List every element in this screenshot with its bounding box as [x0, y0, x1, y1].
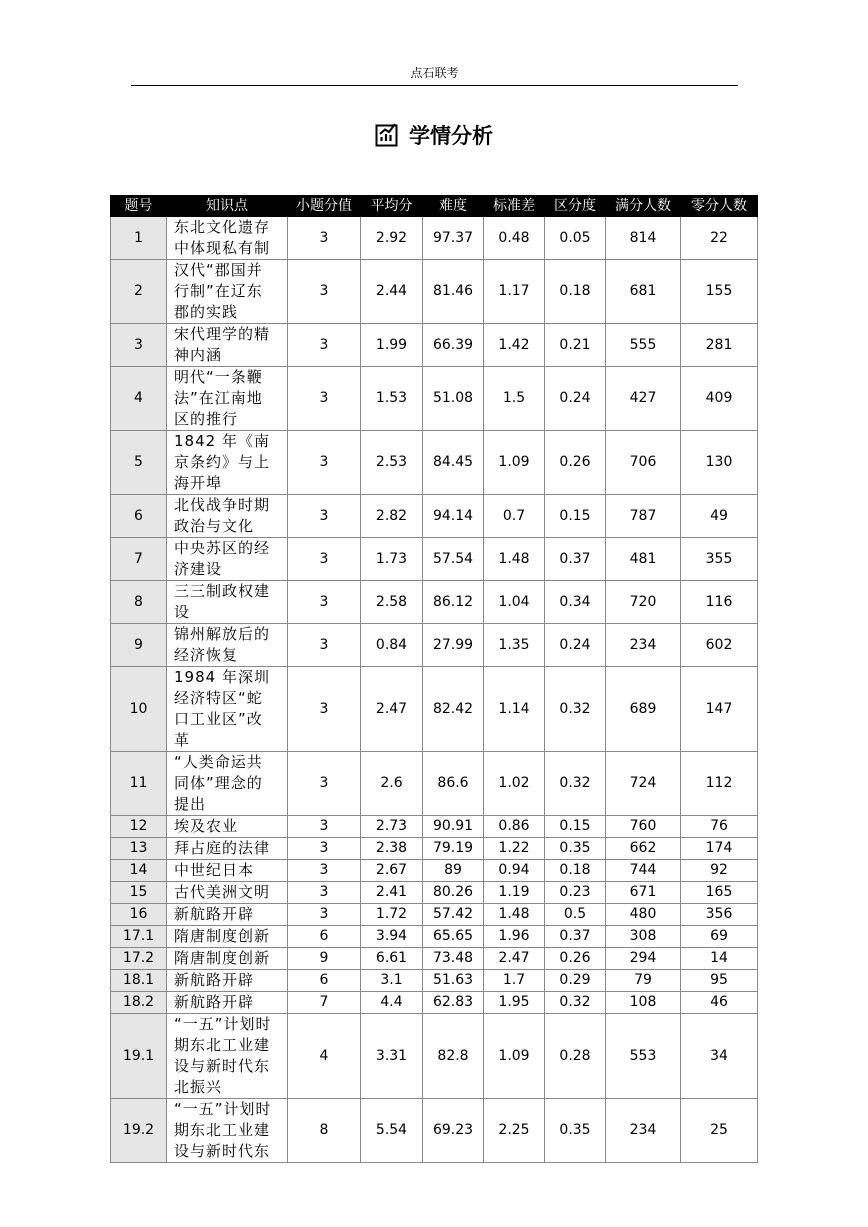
- cell-full-score-count: 681: [606, 260, 681, 324]
- cell-knowledge-point: “一五”计划时期东北工业建设与新时代东: [167, 1099, 288, 1163]
- cell-std-dev: 0.7: [484, 495, 545, 538]
- cell-average-score: 1.99: [361, 324, 423, 367]
- cell-full-score-count: 427: [606, 367, 681, 431]
- cell-knowledge-point: 新航路开辟: [167, 970, 288, 992]
- cell-item-score: 3: [288, 752, 361, 816]
- cell-question-no: 12: [111, 816, 167, 838]
- cell-difficulty: 57.54: [423, 538, 484, 581]
- cell-discrimination: 0.18: [545, 260, 606, 324]
- table-row: [111, 495, 758, 538]
- cell-knowledge-point: 新航路开辟: [167, 992, 288, 1014]
- cell-question-no: 11: [111, 752, 167, 816]
- cell-std-dev: 2.47: [484, 948, 545, 970]
- column-header-std-dev: 标准差: [484, 196, 545, 217]
- cell-average-score: 2.44: [361, 260, 423, 324]
- cell-item-score: 8: [288, 1099, 361, 1163]
- table-row: [111, 904, 758, 926]
- cell-question-no: 2: [111, 260, 167, 324]
- cell-average-score: 2.82: [361, 495, 423, 538]
- cell-difficulty: 57.42: [423, 904, 484, 926]
- column-header-discrimination: 区分度: [545, 196, 606, 217]
- cell-std-dev: 1.95: [484, 992, 545, 1014]
- cell-std-dev: 1.09: [484, 431, 545, 495]
- cell-item-score: 6: [288, 970, 361, 992]
- cell-full-score-count: 108: [606, 992, 681, 1014]
- cell-full-score-count: 706: [606, 431, 681, 495]
- cell-zero-score-count: 116: [681, 581, 758, 624]
- cell-discrimination: 0.24: [545, 624, 606, 667]
- cell-average-score: 3.1: [361, 970, 423, 992]
- cell-question-no: 1: [111, 217, 167, 260]
- cell-full-score-count: 760: [606, 816, 681, 838]
- cell-std-dev: 1.48: [484, 904, 545, 926]
- cell-difficulty: 51.63: [423, 970, 484, 992]
- table-body: [111, 217, 758, 1163]
- cell-full-score-count: 555: [606, 324, 681, 367]
- cell-full-score-count: 481: [606, 538, 681, 581]
- cell-full-score-count: 814: [606, 217, 681, 260]
- table-row: [111, 538, 758, 581]
- cell-std-dev: 1.02: [484, 752, 545, 816]
- cell-full-score-count: 744: [606, 860, 681, 882]
- cell-difficulty: 90.91: [423, 816, 484, 838]
- cell-discrimination: 0.05: [545, 217, 606, 260]
- cell-question-no: 13: [111, 838, 167, 860]
- cell-average-score: 2.41: [361, 882, 423, 904]
- column-header-average-score: 平均分: [361, 196, 423, 217]
- cell-difficulty: 62.83: [423, 992, 484, 1014]
- cell-zero-score-count: 356: [681, 904, 758, 926]
- table-row: [111, 260, 758, 324]
- cell-full-score-count: 294: [606, 948, 681, 970]
- table-row: [111, 752, 758, 816]
- cell-std-dev: 1.7: [484, 970, 545, 992]
- cell-question-no: 6: [111, 495, 167, 538]
- table-row: [111, 217, 758, 260]
- cell-item-score: 9: [288, 948, 361, 970]
- cell-zero-score-count: 69: [681, 926, 758, 948]
- cell-discrimination: 0.34: [545, 581, 606, 624]
- cell-discrimination: 0.23: [545, 882, 606, 904]
- table-row: [111, 882, 758, 904]
- table-row: [111, 948, 758, 970]
- table-header-row: [111, 196, 758, 217]
- cell-zero-score-count: 130: [681, 431, 758, 495]
- cell-std-dev: 0.86: [484, 816, 545, 838]
- cell-knowledge-point: 宋代理学的精神内涵: [167, 324, 288, 367]
- cell-discrimination: 0.35: [545, 838, 606, 860]
- table-row: [111, 431, 758, 495]
- cell-discrimination: 0.26: [545, 431, 606, 495]
- cell-knowledge-point: 北伐战争时期政治与文化: [167, 495, 288, 538]
- cell-average-score: 4.4: [361, 992, 423, 1014]
- cell-difficulty: 89: [423, 860, 484, 882]
- cell-question-no: 4: [111, 367, 167, 431]
- cell-question-no: 5: [111, 431, 167, 495]
- cell-discrimination: 0.32: [545, 992, 606, 1014]
- cell-full-score-count: 234: [606, 1099, 681, 1163]
- cell-question-no: 19.2: [111, 1099, 167, 1163]
- cell-full-score-count: 308: [606, 926, 681, 948]
- cell-std-dev: 1.04: [484, 581, 545, 624]
- cell-std-dev: 1.5: [484, 367, 545, 431]
- cell-knowledge-point: 埃及农业: [167, 816, 288, 838]
- cell-average-score: 3.94: [361, 926, 423, 948]
- cell-average-score: 0.84: [361, 624, 423, 667]
- table-row: [111, 624, 758, 667]
- cell-std-dev: 1.35: [484, 624, 545, 667]
- cell-discrimination: 0.37: [545, 926, 606, 948]
- cell-difficulty: 81.46: [423, 260, 484, 324]
- cell-item-score: 3: [288, 431, 361, 495]
- table-row: [111, 970, 758, 992]
- cell-difficulty: 86.12: [423, 581, 484, 624]
- cell-question-no: 3: [111, 324, 167, 367]
- column-header-question-no: 题号: [111, 196, 167, 217]
- cell-knowledge-point: 新航路开辟: [167, 904, 288, 926]
- cell-discrimination: 0.21: [545, 324, 606, 367]
- cell-discrimination: 0.5: [545, 904, 606, 926]
- cell-item-score: 4: [288, 1014, 361, 1099]
- cell-discrimination: 0.32: [545, 752, 606, 816]
- cell-full-score-count: 724: [606, 752, 681, 816]
- cell-average-score: 2.73: [361, 816, 423, 838]
- cell-item-score: 3: [288, 860, 361, 882]
- cell-item-score: 3: [288, 495, 361, 538]
- cell-question-no: 7: [111, 538, 167, 581]
- cell-average-score: 1.73: [361, 538, 423, 581]
- cell-std-dev: 1.14: [484, 667, 545, 752]
- cell-average-score: 2.58: [361, 581, 423, 624]
- cell-zero-score-count: 95: [681, 970, 758, 992]
- cell-question-no: 18.2: [111, 992, 167, 1014]
- column-header-item-score: 小题分值: [288, 196, 361, 217]
- table-row: [111, 816, 758, 838]
- table-row: [111, 367, 758, 431]
- cell-discrimination: 0.32: [545, 667, 606, 752]
- cell-knowledge-point: 隋唐制度创新: [167, 926, 288, 948]
- cell-difficulty: 82.42: [423, 667, 484, 752]
- cell-zero-score-count: 76: [681, 816, 758, 838]
- cell-full-score-count: 671: [606, 882, 681, 904]
- cell-zero-score-count: 602: [681, 624, 758, 667]
- table-row: [111, 926, 758, 948]
- cell-average-score: 5.54: [361, 1099, 423, 1163]
- title-text: 学情分析: [409, 124, 493, 148]
- cell-knowledge-point: 古代美洲文明: [167, 882, 288, 904]
- cell-question-no: 9: [111, 624, 167, 667]
- cell-knowledge-point: 锦州解放后的经济恢复: [167, 624, 288, 667]
- cell-std-dev: 1.09: [484, 1014, 545, 1099]
- cell-difficulty: 82.8: [423, 1014, 484, 1099]
- cell-question-no: 17.1: [111, 926, 167, 948]
- cell-question-no: 16: [111, 904, 167, 926]
- cell-knowledge-point: 中世纪日本: [167, 860, 288, 882]
- cell-discrimination: 0.15: [545, 816, 606, 838]
- cell-std-dev: 0.48: [484, 217, 545, 260]
- cell-std-dev: 1.19: [484, 882, 545, 904]
- cell-discrimination: 0.18: [545, 860, 606, 882]
- cell-average-score: 2.38: [361, 838, 423, 860]
- table-row: [111, 667, 758, 752]
- cell-question-no: 19.1: [111, 1014, 167, 1099]
- cell-discrimination: 0.15: [545, 495, 606, 538]
- cell-question-no: 10: [111, 667, 167, 752]
- cell-item-score: 7: [288, 992, 361, 1014]
- chart-icon: [375, 123, 399, 147]
- cell-discrimination: 0.37: [545, 538, 606, 581]
- cell-item-score: 3: [288, 838, 361, 860]
- cell-item-score: 3: [288, 882, 361, 904]
- cell-discrimination: 0.29: [545, 970, 606, 992]
- cell-item-score: 3: [288, 367, 361, 431]
- cell-question-no: 18.1: [111, 970, 167, 992]
- cell-average-score: 3.31: [361, 1014, 423, 1099]
- table-row: [111, 1014, 758, 1099]
- cell-full-score-count: 720: [606, 581, 681, 624]
- cell-difficulty: 65.65: [423, 926, 484, 948]
- cell-average-score: 2.67: [361, 860, 423, 882]
- cell-full-score-count: 553: [606, 1014, 681, 1099]
- cell-full-score-count: 234: [606, 624, 681, 667]
- cell-knowledge-point: 拜占庭的法律: [167, 838, 288, 860]
- cell-question-no: 14: [111, 860, 167, 882]
- cell-zero-score-count: 14: [681, 948, 758, 970]
- cell-question-no: 8: [111, 581, 167, 624]
- column-header-difficulty: 难度: [423, 196, 484, 217]
- cell-item-score: 3: [288, 816, 361, 838]
- cell-zero-score-count: 174: [681, 838, 758, 860]
- table-row: [111, 992, 758, 1014]
- cell-discrimination: 0.28: [545, 1014, 606, 1099]
- page-title: [0, 117, 868, 153]
- cell-item-score: 3: [288, 624, 361, 667]
- cell-item-score: 3: [288, 324, 361, 367]
- cell-difficulty: 97.37: [423, 217, 484, 260]
- table-row: [111, 860, 758, 882]
- cell-discrimination: 0.24: [545, 367, 606, 431]
- cell-difficulty: 27.99: [423, 624, 484, 667]
- cell-full-score-count: 787: [606, 495, 681, 538]
- cell-zero-score-count: 155: [681, 260, 758, 324]
- cell-knowledge-point: 1984 年深圳经济特区“蛇口工业区”改革: [167, 667, 288, 752]
- cell-zero-score-count: 409: [681, 367, 758, 431]
- cell-average-score: 6.61: [361, 948, 423, 970]
- cell-question-no: 17.2: [111, 948, 167, 970]
- cell-std-dev: 2.25: [484, 1099, 545, 1163]
- cell-std-dev: 1.42: [484, 324, 545, 367]
- cell-item-score: 3: [288, 260, 361, 324]
- cell-zero-score-count: 92: [681, 860, 758, 882]
- cell-item-score: 3: [288, 217, 361, 260]
- cell-zero-score-count: 49: [681, 495, 758, 538]
- cell-std-dev: 1.48: [484, 538, 545, 581]
- column-header-zero-score-count: 零分人数: [681, 196, 758, 217]
- cell-knowledge-point: 中央苏区的经济建设: [167, 538, 288, 581]
- cell-knowledge-point: “一五”计划时期东北工业建设与新时代东北振兴: [167, 1014, 288, 1099]
- cell-knowledge-point: 1842 年《南京条约》与上海开埠: [167, 431, 288, 495]
- cell-average-score: 2.47: [361, 667, 423, 752]
- column-header-full-score-count: 满分人数: [606, 196, 681, 217]
- cell-difficulty: 73.48: [423, 948, 484, 970]
- cell-average-score: 1.53: [361, 367, 423, 431]
- cell-difficulty: 84.45: [423, 431, 484, 495]
- cell-knowledge-point: 三三制政权建设: [167, 581, 288, 624]
- table-row: [111, 324, 758, 367]
- cell-full-score-count: 79: [606, 970, 681, 992]
- cell-difficulty: 79.19: [423, 838, 484, 860]
- cell-difficulty: 86.6: [423, 752, 484, 816]
- cell-knowledge-point: “人类命运共同体”理念的提出: [167, 752, 288, 816]
- cell-std-dev: 1.17: [484, 260, 545, 324]
- cell-full-score-count: 662: [606, 838, 681, 860]
- cell-difficulty: 69.23: [423, 1099, 484, 1163]
- cell-zero-score-count: 112: [681, 752, 758, 816]
- cell-difficulty: 66.39: [423, 324, 484, 367]
- cell-zero-score-count: 22: [681, 217, 758, 260]
- cell-knowledge-point: 明代“一条鞭法”在江南地区的推行: [167, 367, 288, 431]
- cell-item-score: 3: [288, 538, 361, 581]
- table-row: [111, 838, 758, 860]
- page-header: 点石联考: [131, 62, 738, 86]
- cell-zero-score-count: 34: [681, 1014, 758, 1099]
- cell-zero-score-count: 25: [681, 1099, 758, 1163]
- cell-question-no: 15: [111, 882, 167, 904]
- cell-full-score-count: 689: [606, 667, 681, 752]
- cell-average-score: 2.92: [361, 217, 423, 260]
- cell-item-score: 3: [288, 581, 361, 624]
- cell-difficulty: 80.26: [423, 882, 484, 904]
- cell-zero-score-count: 281: [681, 324, 758, 367]
- cell-std-dev: 1.96: [484, 926, 545, 948]
- cell-zero-score-count: 165: [681, 882, 758, 904]
- cell-knowledge-point: 隋唐制度创新: [167, 948, 288, 970]
- cell-difficulty: 51.08: [423, 367, 484, 431]
- table-row: [111, 1099, 758, 1163]
- cell-full-score-count: 480: [606, 904, 681, 926]
- cell-zero-score-count: 355: [681, 538, 758, 581]
- cell-average-score: 2.6: [361, 752, 423, 816]
- cell-knowledge-point: 汉代“郡国并行制”在辽东郡的实践: [167, 260, 288, 324]
- cell-zero-score-count: 147: [681, 667, 758, 752]
- column-header-knowledge-point: 知识点: [167, 196, 288, 217]
- cell-average-score: 2.53: [361, 431, 423, 495]
- cell-std-dev: 1.22: [484, 838, 545, 860]
- cell-average-score: 1.72: [361, 904, 423, 926]
- cell-discrimination: 0.35: [545, 1099, 606, 1163]
- cell-item-score: 3: [288, 904, 361, 926]
- table-row: [111, 581, 758, 624]
- cell-knowledge-point: 东北文化遗存中体现私有制: [167, 217, 288, 260]
- cell-zero-score-count: 46: [681, 992, 758, 1014]
- cell-std-dev: 0.94: [484, 860, 545, 882]
- cell-item-score: 3: [288, 667, 361, 752]
- score-analysis-table: [110, 195, 758, 1163]
- cell-difficulty: 94.14: [423, 495, 484, 538]
- cell-discrimination: 0.26: [545, 948, 606, 970]
- cell-item-score: 6: [288, 926, 361, 948]
